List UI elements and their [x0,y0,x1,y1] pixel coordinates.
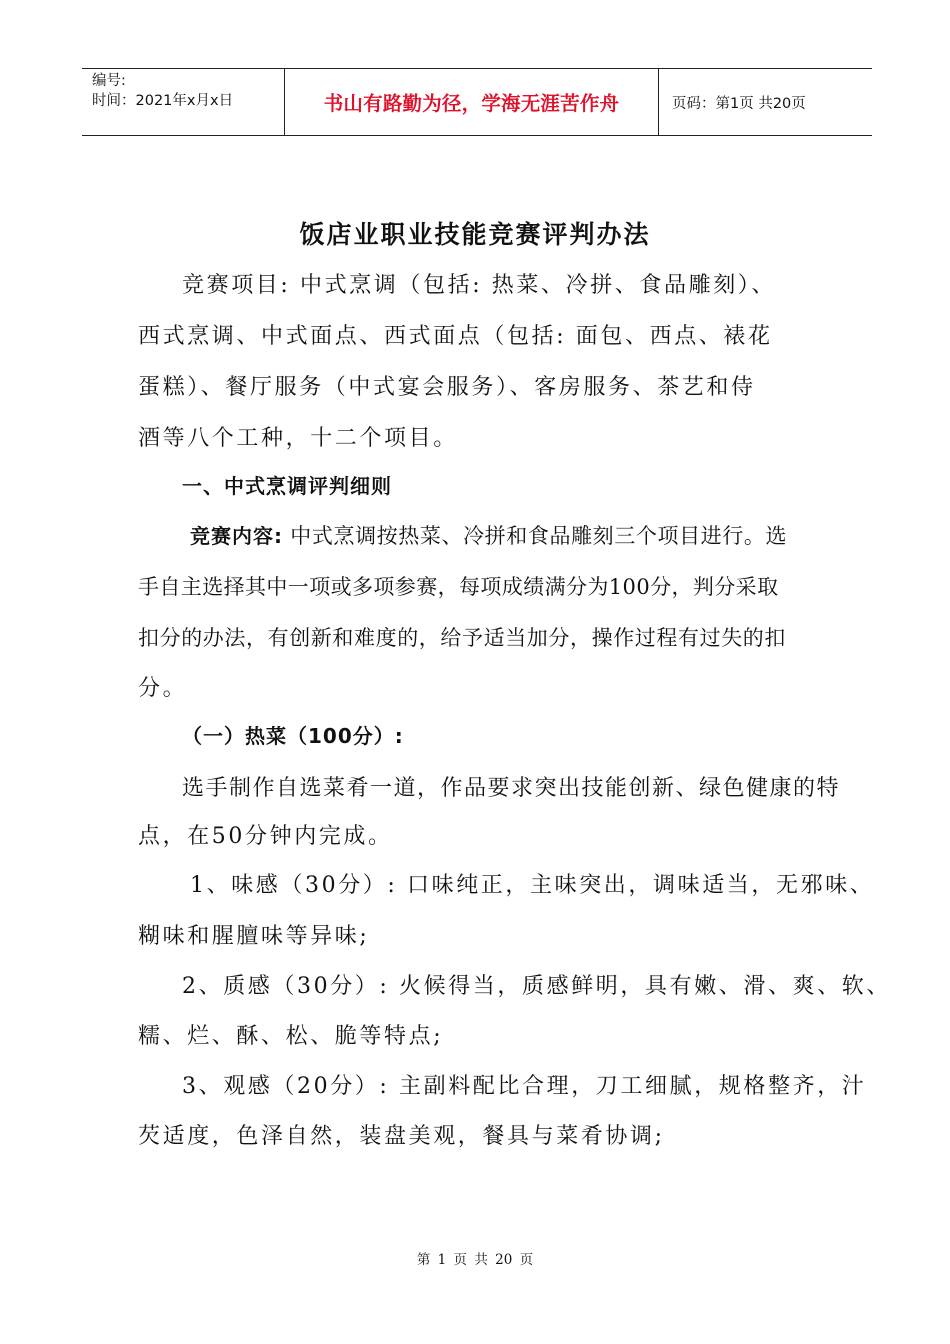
subsection-heading: （一）热菜（100分）: [182,724,404,748]
header-meta-cell [82,69,285,135]
paragraph-line: 1、味感（30分）: 口味纯正，主味突出，调味适当，无邪味、 [190,873,875,898]
content-text: 中式烹调按热菜、冷拼和食品雕刻三个项目进行。选 [283,524,788,548]
document-header [82,68,872,136]
section-heading: 一、中式烹调评判细则 [182,474,392,498]
paragraph-line: 酒等八个工种，十二个项目。 [138,426,458,451]
paragraph-line: 手自主选择其中一项或多项参赛，每项成绩满分为100分，判分采取 [138,575,779,599]
paragraph-line: 糯、烂、酥、松、脆等特点; [138,1024,444,1049]
header-motto: 书山有路勤为径，学海无涯苦作舟 [285,69,659,135]
paragraph-line: 糊味和腥膻味等异味; [138,924,370,949]
paragraph-line: 芡适度，色泽自然，装盘美观，餐具与菜肴协调; [138,1124,665,1149]
header-page-info: 页码：第1页 共20页 [672,95,806,112]
paragraph-line: 扣分的办法，有创新和难度的，给予适当加分，操作过程有过失的扣 [138,626,786,650]
paragraph-line: 2、质感（30分）: 火候得当，质感鲜明，具有嫩、滑、爽、软、 [182,974,891,999]
paragraph-line: 点，在50分钟内完成。 [138,824,393,849]
paragraph-line: 蛋糕）、餐厅服务（中式宴会服务）、客房服务、茶艺和侍 [138,375,756,400]
document-title: 饭店业职业技能竞赛评判办法 [299,220,651,249]
content-label: 竞赛内容: [190,524,283,548]
paragraph-line: 选手制作自选菜肴一道，作品要求突出技能创新、绿色健康的特 [182,776,841,801]
time-label: 时间：2021年x月x日 [92,93,234,109]
number-label: 编号: [92,73,126,89]
paragraph-line [190,520,787,550]
paragraph-line: 西式烹调、中式面点、西式面点（包括: 面包、西点、裱花 [138,324,773,349]
paragraph-line: 3、观感（20分）: 主副料配比合理，刀工细腻，规格整齐，汁 [182,1074,867,1099]
paragraph-line: 竞赛项目: 中式烹调（包括: 热菜、冷拼、食品雕刻）、 [182,273,777,298]
page-footer: 第 1 页 共 20 页 [416,1252,534,1268]
paragraph-line: 分。 [138,676,188,701]
